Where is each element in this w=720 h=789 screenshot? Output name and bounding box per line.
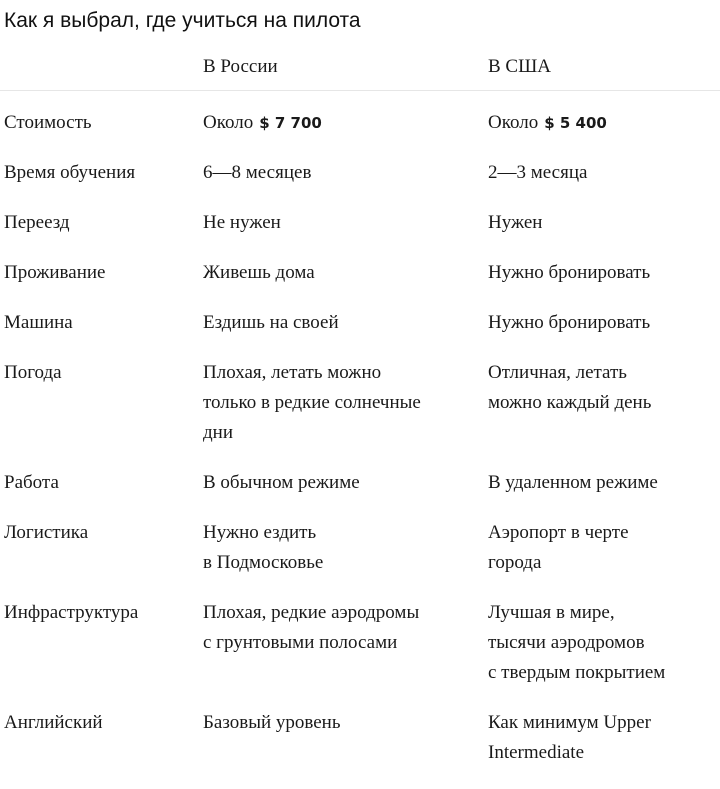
row-label: Машина xyxy=(4,312,73,333)
cell-line: города xyxy=(488,552,542,573)
row-label: Переезд xyxy=(4,212,70,233)
cell-line: Как минимум Upper xyxy=(488,712,651,733)
cell-usa xyxy=(488,518,718,578)
cell-russia xyxy=(203,258,478,288)
cost-prefix: Около xyxy=(203,112,254,133)
cell-line: 2—3 месяца xyxy=(488,162,588,183)
row-label: Логистика xyxy=(4,522,89,543)
cell-russia xyxy=(203,708,478,738)
price-value: $ 5 400 xyxy=(544,114,607,132)
cell-russia xyxy=(203,158,478,188)
cell-usa xyxy=(488,468,718,498)
cell-line: в Подмосковье xyxy=(203,552,324,573)
cell-line: дни xyxy=(203,422,234,443)
cell-line: Не нужен xyxy=(203,212,281,233)
cell-line: Ездишь на своей xyxy=(203,312,339,333)
column-header-russia: В России xyxy=(203,56,278,77)
row-label: Погода xyxy=(4,362,62,383)
cell-line: 6—8 месяцев xyxy=(203,162,312,183)
cell-line: Плохая, редкие аэродромы xyxy=(203,602,420,623)
price-value: $ 7 700 xyxy=(259,114,322,132)
cell-russia xyxy=(203,598,478,658)
cell-line: Нужно бронировать xyxy=(488,262,651,283)
cell-line: Плохая, летать можно xyxy=(203,362,382,383)
cell-usa xyxy=(488,708,718,768)
cell-line: В удаленном режиме xyxy=(488,472,658,493)
cell-line: Отличная, летать xyxy=(488,362,627,383)
cell-line: Базовый уровень xyxy=(203,712,341,733)
row-label: Работа xyxy=(4,472,59,493)
cell-russia xyxy=(203,468,478,498)
cell-usa xyxy=(488,108,718,138)
column-header-usa: В США xyxy=(488,56,551,77)
cell-usa xyxy=(488,358,718,418)
cell-line: В обычном режиме xyxy=(203,472,360,493)
cell-line: Живешь дома xyxy=(203,262,315,283)
cell-line: Нужен xyxy=(488,212,543,233)
cell-line: Лучшая в мире, xyxy=(488,602,615,623)
cost-prefix: Около xyxy=(488,112,539,133)
cell-line: только в редкие солнечные xyxy=(203,392,421,413)
page-title: Как я выбрал, где учиться на пилота xyxy=(4,9,361,32)
row-label: Время обучения xyxy=(4,162,136,183)
cell-russia xyxy=(203,308,478,338)
cell-line: с твердым покрытием xyxy=(488,662,666,683)
cell-russia xyxy=(203,108,478,138)
cell-line: тысячи аэродромов xyxy=(488,632,645,653)
cell-line: с грунтовыми полосами xyxy=(203,632,398,653)
row-label: Стоимость xyxy=(4,112,92,133)
cell-line: Аэропорт в черте xyxy=(488,522,629,543)
cell-russia xyxy=(203,358,478,448)
cell-usa xyxy=(488,598,718,688)
cell-line: можно каждый день xyxy=(488,392,652,413)
header-divider xyxy=(0,90,720,91)
cell-line: Intermediate xyxy=(488,742,585,763)
cell-russia xyxy=(203,518,478,578)
cell-usa xyxy=(488,308,718,338)
cell-russia xyxy=(203,208,478,238)
row-label: Английский xyxy=(4,712,103,733)
cell-usa xyxy=(488,208,718,238)
cell-usa xyxy=(488,158,718,188)
cell-usa xyxy=(488,258,718,288)
cell-line: Нужно бронировать xyxy=(488,312,651,333)
row-label: Инфраструктура xyxy=(4,602,139,623)
cell-line: Нужно ездить xyxy=(203,522,317,543)
row-label: Проживание xyxy=(4,262,106,283)
